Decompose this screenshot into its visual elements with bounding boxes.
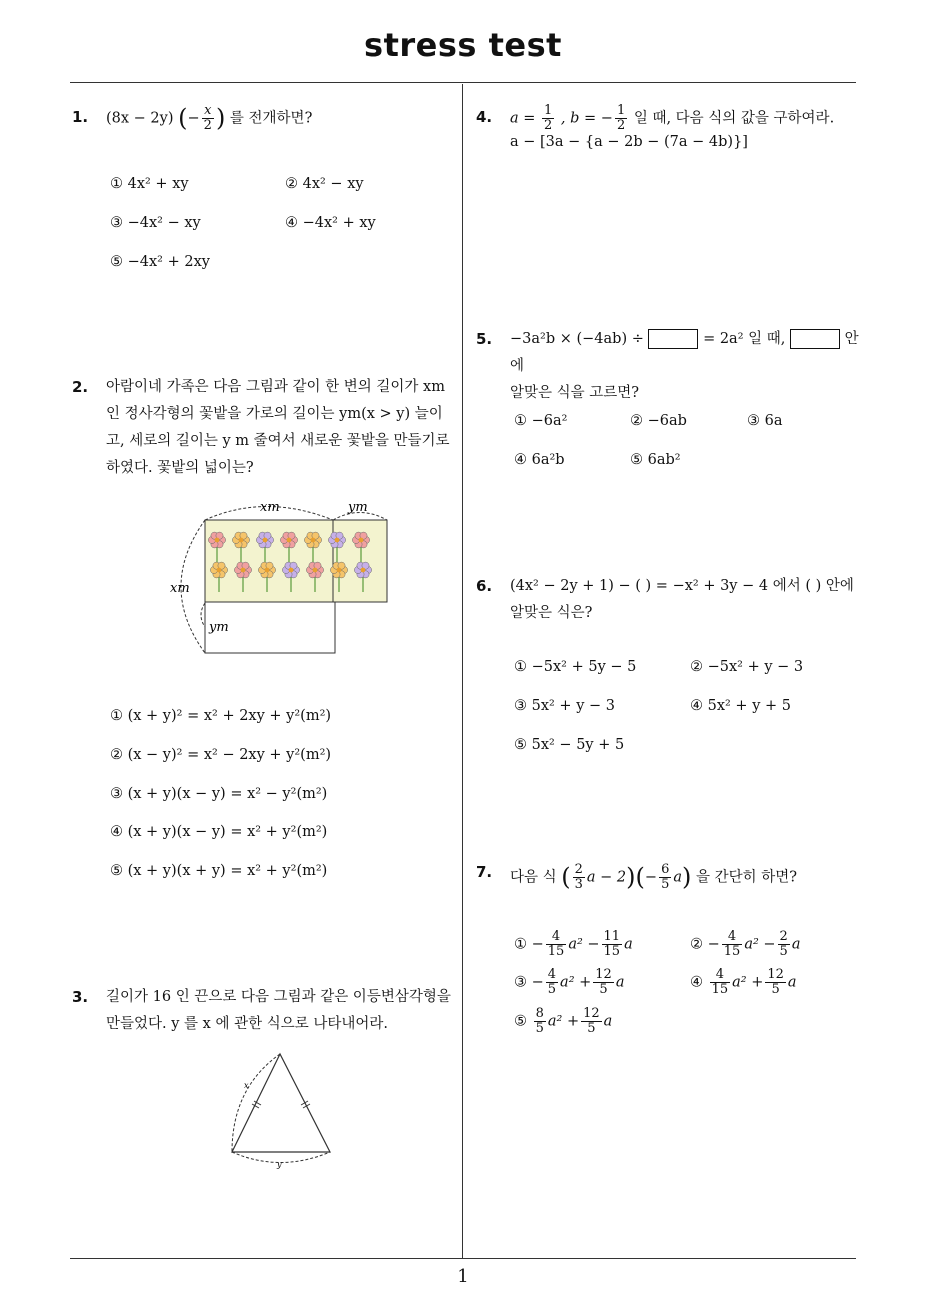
option-5[interactable]: ⑤ −4x² + 2xy xyxy=(110,254,210,270)
footer-rule xyxy=(70,1258,856,1259)
option-4[interactable]: ④ −4x² + xy xyxy=(285,215,376,231)
isosceles-triangle-figure xyxy=(222,1048,340,1172)
flower-center xyxy=(241,568,246,573)
answer-box xyxy=(648,329,698,349)
question-number: 2. xyxy=(72,378,89,396)
text-line: 길이가 16 인 끈으로 다음 그림과 같은 이등변삼각형을 xyxy=(106,989,451,1005)
page-title: stress test xyxy=(364,26,562,64)
label-xm-left: xm xyxy=(170,581,190,596)
option-4[interactable]: ④ $\frac{4}{15}$ a² + $\frac{12}{5}$ a xyxy=(690,967,797,997)
question-1 xyxy=(72,104,452,144)
text-line: 아람이네 가족은 다음 그림과 같이 한 변의 길이가 xm xyxy=(106,379,445,395)
option-5[interactable]: ⑤ (x + y)(x + y) = x² + y²(m²) xyxy=(110,863,328,879)
text-line: a = $\frac{1}{2}$ , b = − $\frac{1}{2}$ 일 때, 다음 식의 값을 구하여라. xyxy=(510,103,835,133)
option-3[interactable]: ③ − $\frac{4}{5}$ a² + $\frac{12}{5}$ a xyxy=(514,967,625,997)
question-7 xyxy=(476,859,861,903)
flower-center xyxy=(289,568,294,573)
option-3[interactable]: ③ (x + y)(x − y) = x² − y²(m²) xyxy=(110,786,328,802)
label-xm-top: xm xyxy=(260,500,280,515)
option-4[interactable]: ④ 6a²b xyxy=(514,452,565,468)
question-number: 6. xyxy=(476,577,493,595)
question-text: 다음 식 ( $\frac{2}{3}$ a − 2)(− $\frac{6}{5}$ a) 을 간단히 하면? xyxy=(510,862,798,892)
question-5 xyxy=(476,326,861,401)
label-ym-inner: ym xyxy=(209,620,229,635)
question-number: 7. xyxy=(476,863,493,881)
question-3 xyxy=(72,984,457,1040)
option-2[interactable]: ② 4x² − xy xyxy=(285,176,364,192)
flower-garden-figure xyxy=(165,495,405,660)
flower-center xyxy=(215,538,220,543)
question-6 xyxy=(476,573,861,629)
option-3[interactable]: ③ 5x² + y − 3 xyxy=(514,698,615,714)
option-4[interactable]: ④ (x + y)(x − y) = x² + y²(m²) xyxy=(110,824,328,840)
option-1[interactable]: ① − $\frac{4}{15}$ a² − $\frac{11}{15}$ a xyxy=(514,929,633,959)
text-line: 만들었다. y 를 x 에 관한 식으로 나타내어라. xyxy=(106,1016,388,1032)
flower-center xyxy=(337,568,342,573)
option-3[interactable]: ③ −4x² − xy xyxy=(110,215,201,231)
question-2 xyxy=(72,374,457,484)
label-ym-top: ym xyxy=(348,500,368,515)
label-side-x: x xyxy=(244,1081,249,1090)
question-number: 5. xyxy=(476,330,493,348)
fraction: $\frac{4}{15}$ xyxy=(723,929,741,959)
flower-center xyxy=(217,568,222,573)
expression: (8x − 2y) xyxy=(106,110,174,127)
fraction: $\frac{12}{5}$ xyxy=(595,967,612,997)
option-2[interactable]: ② −5x² + y − 3 xyxy=(690,659,804,675)
option-1[interactable]: ① −5x² + 5y − 5 xyxy=(514,659,637,675)
text-line: 인 정사각형의 꽃밭을 가로의 길이는 ym(x > y) 늘이 xyxy=(106,406,443,422)
question-text xyxy=(510,573,865,627)
fraction: $\frac{4}{5}$ xyxy=(547,967,557,997)
question-text xyxy=(510,104,865,156)
header-rule xyxy=(70,82,856,83)
option-1[interactable]: ① (x + y)² = x² + 2xy + y²(m²) xyxy=(110,708,332,724)
fraction: $\frac{8}{5}$ xyxy=(535,1006,544,1036)
fraction: $\frac{2}{5}$ xyxy=(779,929,788,959)
flower-center xyxy=(311,538,316,543)
question-text xyxy=(106,374,461,482)
question-4 xyxy=(476,104,861,164)
question-text xyxy=(106,984,461,1038)
answer-box xyxy=(790,329,840,349)
question-suffix: 를 전개하면? xyxy=(229,110,313,127)
text-line: 고, 세로의 길이는 y m 줄여서 새로운 꽃밭을 만들기로 xyxy=(106,433,450,449)
fraction: $\frac{x}{2}$ xyxy=(203,103,212,133)
text-line: 하였다. 꽃밭의 넓이는? xyxy=(106,460,254,476)
flower-center xyxy=(239,538,244,543)
flower-center xyxy=(335,538,340,543)
flower-center xyxy=(313,568,318,573)
option-4[interactable]: ④ 5x² + y + 5 xyxy=(690,698,791,714)
fraction: $\frac{11}{15}$ xyxy=(603,929,621,959)
label-base-y: y xyxy=(277,1160,282,1169)
question-text: (8x − 2y) (− $\frac{x}{2}$ ) 를 전개하면? xyxy=(106,103,313,133)
option-5[interactable]: ⑤ $\frac{8}{5}$ a² + $\frac{12}{5}$ a xyxy=(514,1006,613,1036)
question-number: 3. xyxy=(72,988,89,1006)
flower-center xyxy=(359,538,364,543)
flower-center xyxy=(265,568,270,573)
text-line: 알맞은 식은? xyxy=(510,605,593,621)
fraction: $\frac{4}{15}$ xyxy=(711,967,729,997)
flower-center xyxy=(287,538,292,543)
option-5[interactable]: ⑤ 5x² − 5y + 5 xyxy=(514,737,625,753)
expression: a − [3a − {a − 2b − (7a − 4b)}] xyxy=(510,134,748,150)
text-line: 알맞은 식을 고르면? xyxy=(510,385,640,401)
option-2[interactable]: ② − $\frac{4}{15}$ a² − $\frac{2}{5}$ a xyxy=(690,929,801,959)
flower-center xyxy=(361,568,366,573)
option-1[interactable]: ① −6a² xyxy=(514,413,568,429)
question-text xyxy=(510,326,865,407)
fraction: $\frac{4}{15}$ xyxy=(547,929,565,959)
text-line: (4x² − 2y + 1) − ( ) = −x² + 3y − 4 에서 ( ) 안에 xyxy=(510,578,854,594)
option-2[interactable]: ② −6ab xyxy=(630,413,687,429)
fraction: $\frac{12}{5}$ xyxy=(583,1006,600,1036)
text-line: −3a²b × (−4ab) ÷ = 2a² 일 때, 안에 xyxy=(510,331,859,374)
option-2[interactable]: ② (x − y)² = x² − 2xy + y²(m²) xyxy=(110,747,332,763)
column-divider xyxy=(462,84,463,1258)
fraction: $\frac{12}{5}$ xyxy=(767,967,784,997)
option-3[interactable]: ③ 6a xyxy=(747,413,783,429)
option-5[interactable]: ⑤ 6ab² xyxy=(630,452,681,468)
option-1[interactable]: ① 4x² + xy xyxy=(110,176,189,192)
question-number: 4. xyxy=(476,108,493,126)
question-number: 1. xyxy=(72,108,89,126)
page-number: 1 xyxy=(457,1266,469,1287)
flower-center xyxy=(263,538,268,543)
